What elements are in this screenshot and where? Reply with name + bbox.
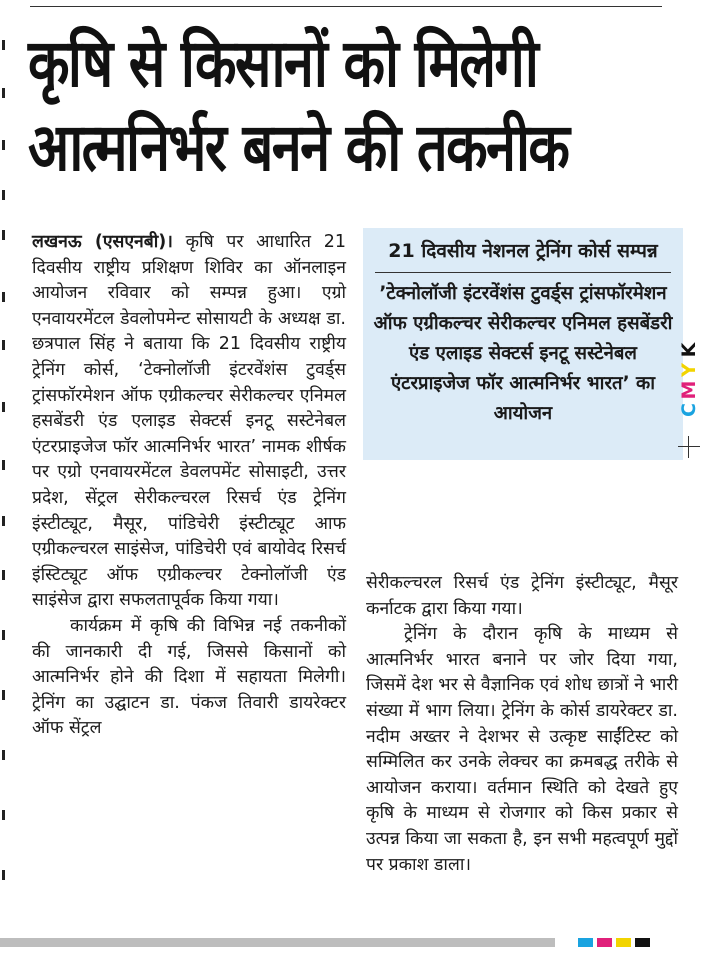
highlight-subheading: 21 दिवसीय नेशनल ट्रेनिंग कोर्स सम्पन्न [388, 240, 658, 262]
swatch-black [635, 938, 650, 947]
swatch-magenta [597, 938, 612, 947]
headline-line-2: आत्मनिर्भर बनने की तकनीक [28, 109, 569, 186]
headline-line-1: कृषि से किसानों को मिलेगी [28, 25, 538, 102]
bottom-gray-bar [0, 938, 555, 947]
registration-cross-icon [678, 436, 700, 458]
cmyk-letter-c: C [678, 403, 700, 417]
article-right-column [366, 571, 678, 878]
headline [28, 22, 569, 190]
cmyk-letter-m: M [678, 380, 700, 400]
cmyk-letter-y: Y [678, 363, 700, 377]
margin-crop-ticks [0, 30, 8, 910]
article-paragraph-2: कार्यक्रम में कृषि की विभिन्न नई तकनीकों की जानकारी दी गई, जिससे किसानों को आत्मनिर्भर होने की दिशा में सहायता मिलेगी। ट्रेनिंग का उद्घाटन डा. पंकज तिवारी डायरेक्टर ऑफ सेंट्रल [32, 615, 346, 739]
highlight-divider [375, 272, 671, 273]
article-paragraph-1 [32, 230, 346, 614]
top-rule [30, 6, 662, 7]
article-paragraph-3: सेरीकल्चरल रिसर्च एंड ट्रेनिंग इंस्टीट्यूट, मैसूर कर्नाटक द्वारा किया गया। [366, 573, 678, 619]
swatch-cyan [578, 938, 593, 947]
article-paragraph-1-text: कृषि पर आधारित 21 दिवसीय राष्ट्रीय प्रशिक्षण शिविर का ऑनलाइन आयोजन रविवार को सम्पन्न हुआ। एग्रो एनवायरमेंटल डेवलोपमेन्ट सोसायटी के अध्यक्ष डा. छत्रपाल सिंह ने बताया कि 21 दिवसीय राष्ट्रीय ट्रेनिंग कोर्स, ‘टेक्नोलॉजी इंटरवेंशंस टुवर्ड्स ट्रांसफॉरमेशन ऑफ एग्रीकल्चर सेरीकल्चर एनिमल हसबेंडरी एंड एलाइड सेक्टर्स इनटू सस्टेनेबल एंटरप्राइजेज फॉर आत्मनिर्भर भारत’ नामक शीर्षक पर एग्रो एनवायरमेंटल डेवलपमेंट सोसाइटी, उत्तर प्रदेश, सेंट्रल सेरीकल्चरल रिसर्च एंड ट्रेनिंग इंस्टीट्यूट, मैसूर, पांडिचेरी इंस्टीट्यूट आफ एग्रीकल्चरल साइंसेज, पांडिचेरी एवं बायोवेद रिसर्च इंस्टिट्यूट ऑफ एग्रीकल्चर टेक्नोलॉजी एंड साइंसेज द्वारा सफलतापूर्वक किया गया। [32, 232, 346, 611]
article-paragraph-4: ट्रेनिंग के दौरान कृषि के माध्यम से आत्मनिर्भर भारत बनाने पर जोर दिया गया, जिसमें देश भर से वैज्ञानिक एवं शोध छात्रों ने भारी संख्या में भाग लिया। ट्रेनिंग के कोर्स डायरेक्टर डा. नदीम अख्तर ने देशभर से उत्कृष्ट साईंटिस्ट को सम्मिलित कर उनके लेक्चर का क्रमबद्ध तरीके से आयोजन कराया। वर्तमान स्थिति को देखते हुए कृषि के माध्यम से रोजगार को किस प्रकार से उत्पन्न किया जा सकता है, इन सभी महत्वपूर्ण मुद्दों पर प्रकाश डाला। [366, 624, 678, 875]
highlight-main-text: ’टेक्नोलॉजी इंटरवेंशंस टुवर्ड्स ट्रांसफॉरमेशन ऑफ एग्रीकल्चर सेरीकल्चर एनिमल हसबेंडरी एंड एलाइड सेक्टर्स इनटू सस्टेनेबल एंटरप्राइजेज फॉर आत्मनिर्भर भारत’ का आयोजन [373, 283, 673, 424]
article-left-column [32, 230, 346, 742]
swatch-yellow [616, 938, 631, 947]
cmyk-letter-k: K [678, 342, 700, 358]
dateline: लखनऊ (एसएनबी)। [32, 232, 173, 252]
highlight-box [363, 228, 683, 460]
cmyk-color-mark [679, 340, 699, 430]
color-swatches [578, 938, 654, 947]
